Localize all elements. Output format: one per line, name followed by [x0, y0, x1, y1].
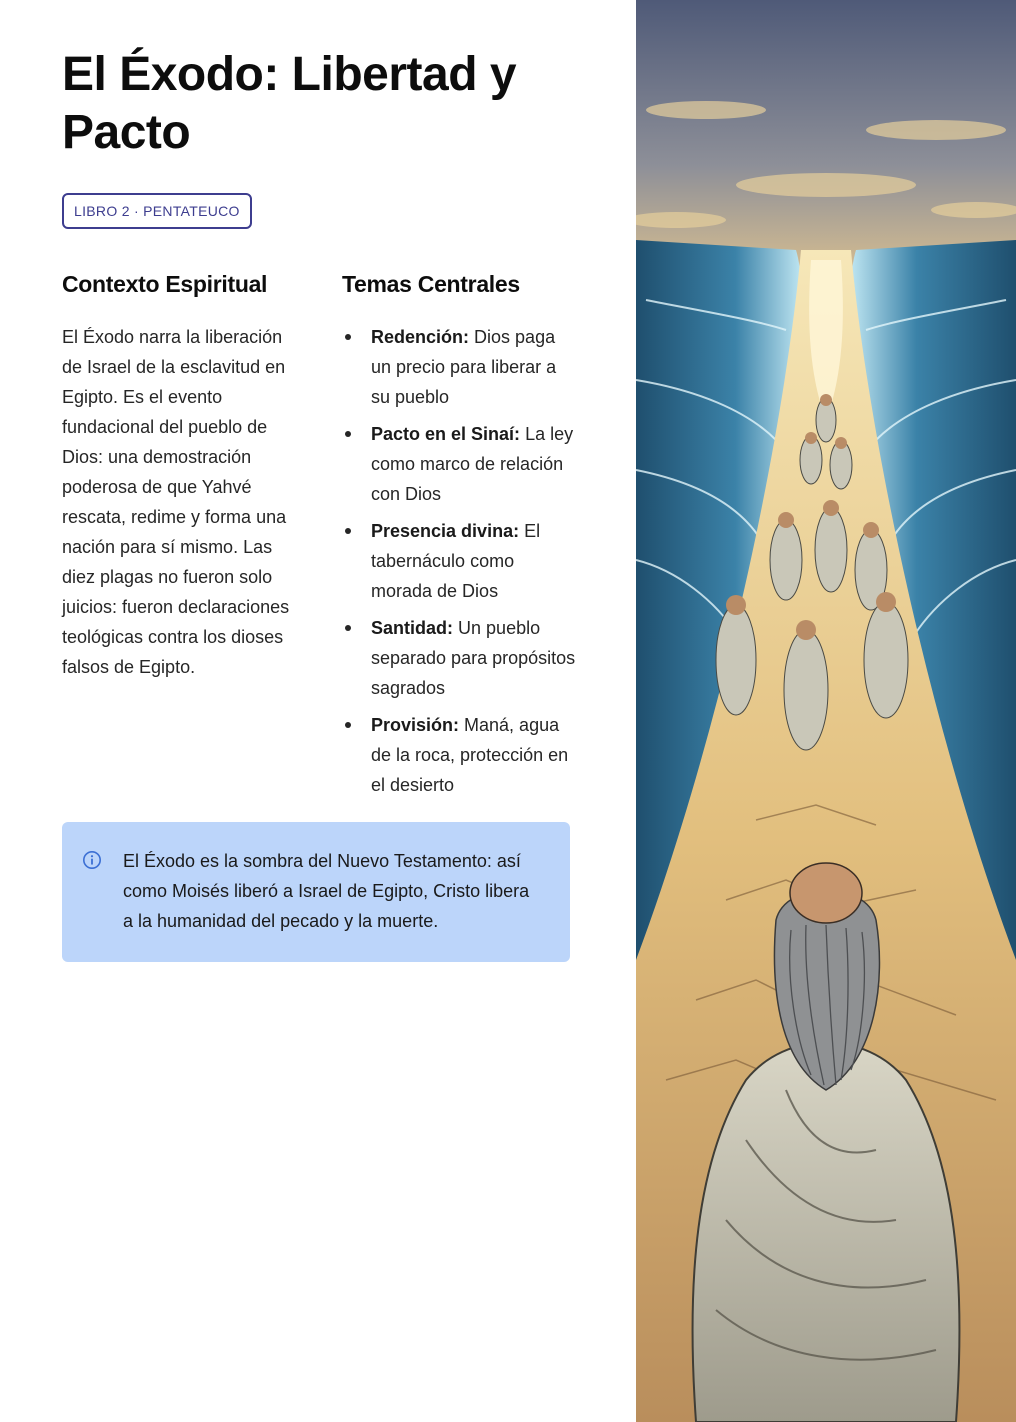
book-badge: LIBRO 2 · PENTATEUCO: [62, 193, 252, 229]
context-section: [62, 266, 302, 682]
themes-heading: Temas Centrales: [342, 271, 520, 297]
page-title: El Éxodo: Libertad y Pacto: [62, 48, 517, 159]
info-icon: [82, 850, 102, 870]
theme-term: Presencia divina:: [371, 521, 520, 541]
theme-term: Santidad:: [371, 618, 454, 638]
context-heading: Contexto Espiritual: [62, 271, 268, 297]
theme-text: Maná, agua de la roca, protección en el desierto: [371, 715, 569, 795]
list-item: [342, 613, 576, 703]
theme-text: Un pueblo separado para propósitos sagrados: [371, 618, 576, 698]
theme-term: Pacto en el Sinaí:: [371, 424, 521, 444]
illustration-canvas: [636, 0, 1016, 1422]
themes-section: [342, 266, 576, 807]
theme-text: El tabernáculo como morada de Dios: [371, 521, 541, 601]
theme-term: Redención:: [371, 327, 470, 347]
theme-term: Provisión:: [371, 715, 460, 735]
list-item: [342, 419, 576, 509]
context-body: El Éxodo narra la liberación de Israel de la esclavitud en Egipto. Es el evento fundacional del pueblo de Dios: una demostración poderosa de que Yahvé rescata, redime y forma una nación para sí mismo. Las diez plagas no fueron solo juicios: fueron declaraciones teológicas contra los dioses falsos de Egipto.: [62, 327, 290, 677]
list-item: [342, 710, 576, 800]
parting-sea-illustration: [636, 0, 1016, 1422]
callout-text: El Éxodo es la sombra del Nuevo Testamento: así como Moisés liberó a Israel de Egipto, Cristo libera a la humanidad del pecado y la muerte.: [123, 851, 530, 931]
callout-box: [62, 822, 570, 962]
list-item: [342, 322, 576, 412]
themes-list: [342, 322, 576, 800]
list-item: [342, 516, 576, 606]
theme-text: Dios paga un precio para liberar a su pueblo: [371, 327, 557, 407]
theme-text: La ley como marco de relación con Dios: [371, 424, 574, 504]
